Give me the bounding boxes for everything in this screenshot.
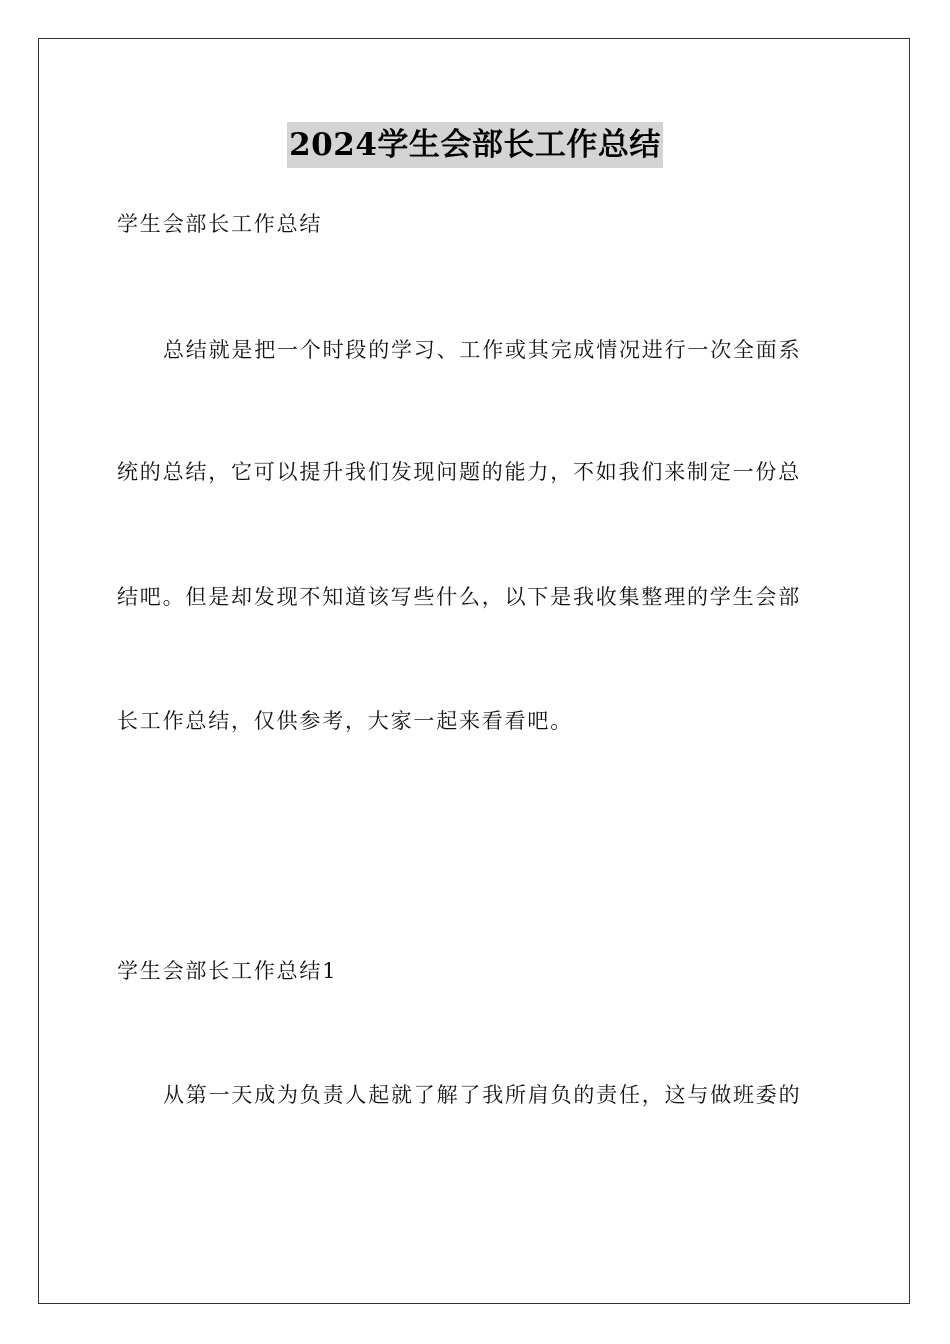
section-heading: 学生会部长工作总结1	[117, 959, 338, 983]
document-title: 2024学生会部长工作总结	[287, 122, 663, 168]
intro-line-2: 统的总结，它可以提升我们发现问题的能力，不如我们来制定一份总	[117, 460, 801, 484]
title-container	[0, 122, 950, 168]
intro-line-3: 结吧。但是却发现不知道该写些什么，以下是我收集整理的学生会部	[117, 585, 801, 609]
intro-line-4: 长工作总结，仅供参考，大家一起来看看吧。	[117, 709, 573, 733]
intro-line-1: 总结就是把一个时段的学习、工作或其完成情况进行一次全面系	[163, 338, 802, 362]
section-line-1: 从第一天成为负责人起就了解了我所肩负的责任，这与做班委的	[163, 1083, 802, 1107]
document-subtitle: 学生会部长工作总结	[117, 212, 323, 236]
